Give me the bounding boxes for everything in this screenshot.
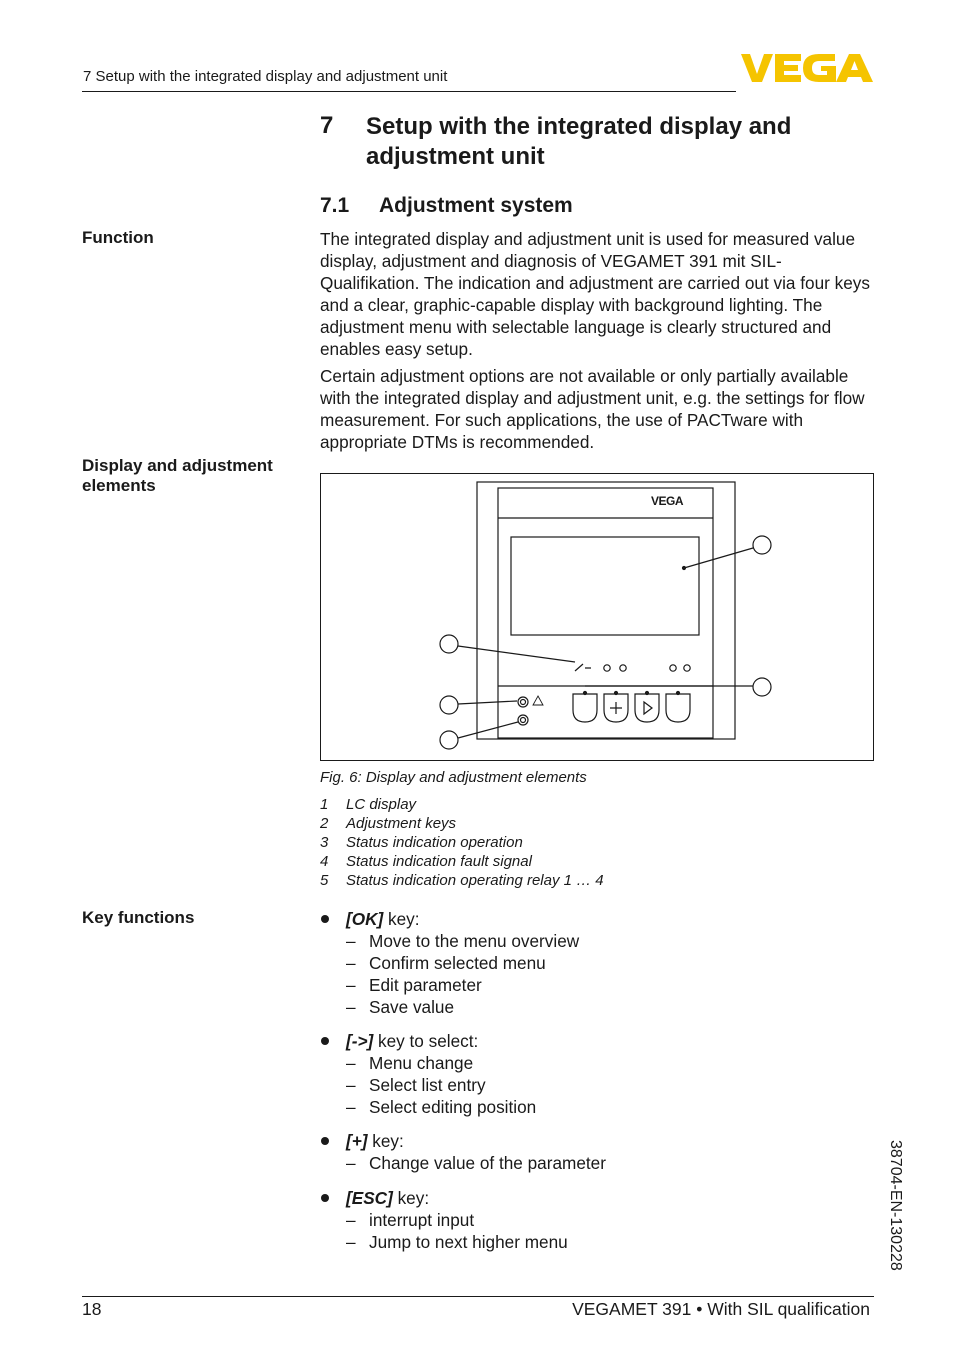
- bullet-icon: [321, 1037, 329, 1045]
- device-housing: [477, 482, 735, 739]
- device-front-panel: [498, 488, 713, 738]
- list-item: – Menu change: [346, 1053, 474, 1073]
- device-front-diagram: [321, 474, 873, 760]
- callout-3: [440, 696, 458, 714]
- bullet-icon: [321, 1137, 329, 1145]
- led-relay-4: [684, 665, 690, 671]
- relay-symbol: [575, 664, 591, 671]
- key-arrow: [635, 694, 659, 722]
- footer-product: VEGAMET 391 • With SIL qualification: [572, 1299, 870, 1319]
- side-label-key-functions: Key functions: [82, 908, 195, 927]
- side-label-function: Function: [82, 228, 154, 247]
- callout-1: [753, 536, 771, 554]
- key-esc: [573, 694, 597, 722]
- running-header: 7 Setup with the integrated display and adjustment unit: [83, 68, 448, 85]
- led-operation: [518, 697, 528, 707]
- legend-item: 4 Status indication fault signal: [320, 853, 532, 870]
- list-item: – Save value: [346, 997, 455, 1017]
- page-number: 18: [82, 1299, 102, 1319]
- section-number: 7.1: [320, 194, 350, 217]
- chapter-title: Setup with the integrated display and adjustment unit: [366, 113, 792, 170]
- legend-item: 1 LC display: [320, 796, 417, 813]
- paragraph-function: The integrated display and adjustment unit is used for measured value display, adjustment and diagnosis of VEGAMET 391 mit SIL-Qualifikation. The indication and adjustment are carried out via four keys and a clear, graphic-capable display with background lighting. The adjustment menu with selectable language is clearly structured and enables easy setup.: [320, 229, 870, 359]
- key-esc-block: [ESC] key: – interrupt input – Jump to next higher menu: [320, 1187, 876, 1253]
- legend-item: 3 Status indication operation: [320, 834, 523, 851]
- bullet-icon: [321, 915, 329, 923]
- header-rule: [82, 91, 736, 92]
- list-item: – Move to the menu overview: [346, 931, 580, 951]
- footer-rule: [82, 1296, 874, 1297]
- callout-4: [440, 731, 458, 749]
- paragraph-restrictions: Certain adjustment options are not available or only partially available with the integrated display and adjustment unit, e.g. the settings for flow measurement. For such applications, the use of PACTware with appropriate DTMs is recommended.: [320, 366, 865, 452]
- callout-2: [753, 678, 771, 696]
- side-label-display-elements: Display and adjustment elements: [82, 456, 273, 495]
- list-item: – Select list entry: [346, 1075, 486, 1095]
- chapter-number: 7: [320, 112, 334, 139]
- list-item: – Select editing position: [346, 1097, 537, 1117]
- list-item: – Confirm selected menu: [346, 953, 546, 973]
- warning-triangle-icon: [533, 696, 543, 705]
- led-fault: [518, 715, 528, 725]
- list-item: – interrupt input: [346, 1210, 475, 1230]
- list-item: – Jump to next higher menu: [346, 1232, 568, 1252]
- callout-5: [440, 635, 458, 653]
- figure-legend: [320, 795, 604, 890]
- led-relay-1: [604, 665, 610, 671]
- key-arrow-block: [->] key to select: – Menu change – Select list entry – Select editing position: [320, 1030, 876, 1118]
- legend-item: 2 Adjustment keys: [320, 815, 457, 832]
- arrow-right-icon: [644, 702, 652, 714]
- list-item: – Change value of the parameter: [346, 1153, 606, 1173]
- bullet-icon: [321, 1194, 329, 1202]
- section-title: Adjustment system: [379, 194, 573, 217]
- document-code: 38704-EN-130228: [887, 1140, 904, 1271]
- led-relay-2: [620, 665, 626, 671]
- plus-icon: [610, 702, 622, 714]
- device-logo: VEGA: [651, 494, 684, 508]
- key-ok-block: [OK] key: – Move to the menu overview – Confirm selected menu – Edit parameter – Save value: [320, 908, 876, 1018]
- list-item: – Edit parameter: [346, 975, 482, 995]
- key-ok: [666, 694, 690, 722]
- lc-display: [511, 537, 699, 635]
- led-relay-3: [670, 665, 676, 671]
- figure-display-elements: [320, 473, 874, 761]
- legend-item: 5 Status indication operating relay 1 … 4: [320, 872, 604, 889]
- key-plus-block: [+] key: – Change value of the parameter: [320, 1130, 876, 1174]
- figure-caption: Fig. 6: Display and adjustment elements: [320, 769, 587, 786]
- vega-logo: [741, 52, 873, 84]
